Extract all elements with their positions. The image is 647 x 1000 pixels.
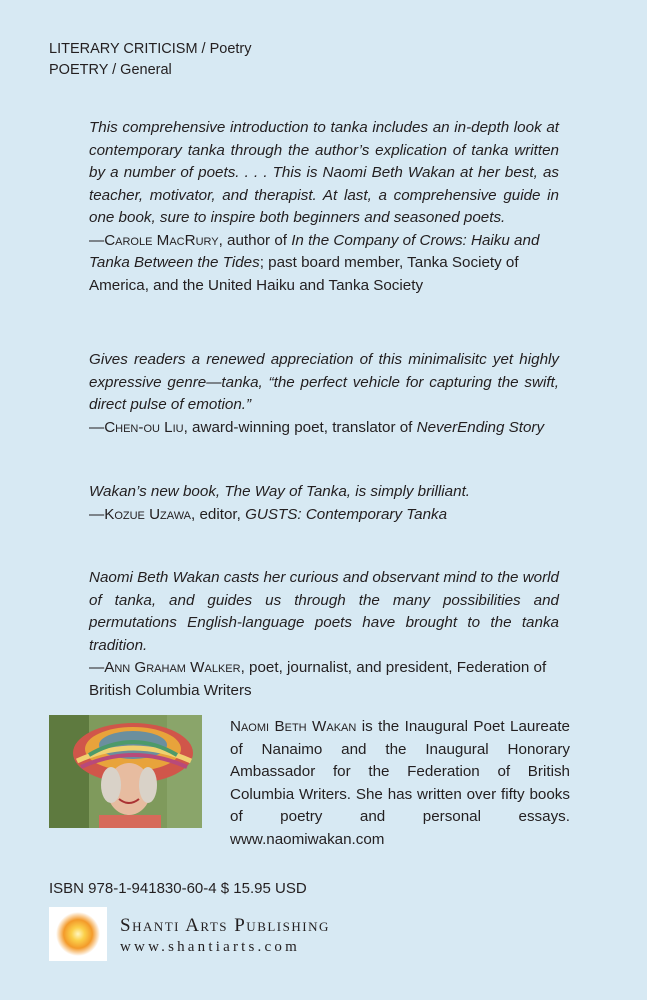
author-portrait-image: [49, 715, 202, 828]
blurb-text-c: , is simply brilliant.: [346, 483, 471, 500]
author-bio: [230, 716, 570, 852]
category-line: LITERARY CRITICISM / Poetry: [49, 41, 252, 57]
isbn-price: ISBN 978-1-941830-60-4 $ 15.95 USD: [49, 880, 307, 897]
blurb-4: [89, 567, 559, 702]
blurb-2: [89, 349, 559, 439]
cited-work: NeverEnding Story: [416, 418, 545, 436]
dash: —: [89, 505, 105, 523]
reviewer-name: Kozue Uzawa: [104, 505, 192, 523]
blurb-attribution: [89, 417, 559, 440]
reviewer-name: Ann Graham Walker: [104, 659, 241, 676]
blurb-attribution: [89, 230, 559, 298]
author-bio-text: is the Inaugural Poet Laureate of Nanaimo and the Inaugural Honorary Ambassador for the Federation of British Columbia Writers. She has written over fifty books of poetry and personal essays. www.naomiwakan.com: [230, 718, 570, 848]
blurb-text-a: Wakan’s new book,: [89, 483, 225, 500]
attribution-pre: , author of: [218, 231, 292, 249]
blurb-text: Gives readers a renewed appreciation of this minimalisitc yet highly expressive genre—tanka, “the perfect vehicle for capturing the swift, direct pulse of emotion.”: [89, 351, 559, 413]
reviewer-name: Carole MacRury: [104, 231, 219, 249]
category-list: [49, 39, 252, 81]
blurb-attribution: [89, 504, 559, 527]
blurb-text: [89, 481, 559, 504]
dash: —: [89, 231, 105, 249]
author-name: Naomi Beth Wakan: [230, 718, 357, 735]
sun-logo-icon: [49, 907, 107, 961]
blurb-text: This comprehensive introduction to tanka includes an in-depth look at contemporary tanka through the author’s explication of tanka written by a number of poets. . . . This is Naomi Beth Wakan at her best, as teacher, motivator, and therapist. At last, a comprehensive guide in one book, sure to inspire both beginners and seasoned poets.: [89, 119, 559, 226]
blurb-attribution: [89, 657, 559, 702]
publisher-block: [120, 915, 330, 956]
cited-work: GUSTS: Contemporary Tanka: [245, 505, 448, 523]
blurb-text: Naomi Beth Wakan casts her curious and observant mind to the world of tanka, and guides us through the many possibilities and permutations English-language poets have brought to the tanka tradition.: [89, 569, 559, 654]
attribution-pre: , editor,: [191, 505, 246, 523]
publisher-logo: [49, 907, 107, 961]
attribution-post: ; past board member, Tanka Society of America, and the United Haiku and Tanka Society: [89, 254, 519, 294]
publisher-url: www.shantiarts.com: [120, 939, 300, 955]
category-line: POETRY / General: [49, 62, 172, 78]
dash: —: [89, 418, 105, 436]
reviewer-name: Chen-ou Liu: [104, 418, 184, 436]
attribution-pre: , poet, journalist, and president, Federation of British Columbia Writers: [89, 659, 547, 699]
dash: —: [89, 659, 105, 676]
publisher-name: Shanti Arts Publishing: [120, 915, 330, 936]
author-photo: [49, 715, 202, 828]
cited-work: In the Company of Crows: Haiku and Tanka Between the Tides: [89, 231, 540, 271]
blurb-1: [89, 117, 559, 297]
blurb-3: [89, 481, 559, 526]
attribution-pre: , award-winning poet, translator of: [183, 418, 417, 436]
book-title: The Way of Tanka: [224, 483, 347, 500]
